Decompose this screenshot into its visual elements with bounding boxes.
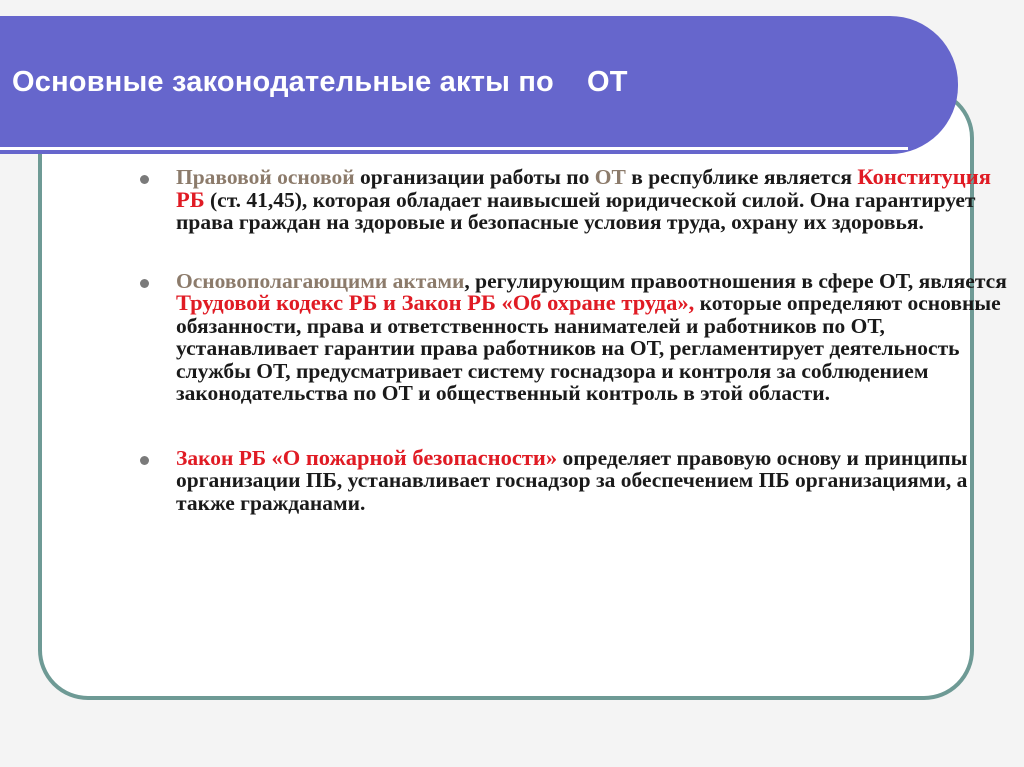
bullet-text xyxy=(176,166,996,234)
body-text: , регулирующим правоотношения в сфере ОТ, является xyxy=(464,268,1007,293)
emphasis-text: Закон РБ xyxy=(176,445,272,470)
emphasis-text: Трудовой кодекс РБ и Закон РБ «Об охране труда», xyxy=(176,290,695,315)
slide-title: Основные законодательные акты по ОТ xyxy=(12,66,628,98)
title-bar xyxy=(0,16,958,154)
bullet-dot-icon xyxy=(140,456,149,465)
body-text: (ст. 41,45), которая обладает наивысшей юридической силой. Она гарантирует права граждан на здоровые и безопасные условия труда, охрану их здоровья. xyxy=(176,187,976,234)
bullet-item-fire-safety xyxy=(140,444,1016,515)
bullet-dot-icon xyxy=(140,175,149,184)
bullet-dot-icon xyxy=(140,279,149,288)
title-underline xyxy=(0,147,908,150)
body-text: определяет правовую основу и принципы организации ПБ, устанавливает госнадзор за обеспечением ПБ организациями, а также гражданами. xyxy=(176,445,968,515)
body-text: организации работы по xyxy=(354,165,595,189)
highlight-text: Правовой основой xyxy=(176,165,355,189)
bullet-item-constitution xyxy=(140,166,996,234)
highlight-text: Основополагающими актами xyxy=(176,268,465,293)
body-text: в республике является xyxy=(625,165,858,189)
body-text: которые определяют основные обязанности, права и ответственность нанимателей и работников по ОТ, устанавливает гарантии права работников на ОТ, регламентирует деятельность службы ОТ, предусматривает систему госнадзора и контроля за соблюдением законодательства по ОТ и общественный контроль в этой области. xyxy=(176,291,1001,405)
bullet-text xyxy=(176,444,1016,515)
bullet-item-labour-code xyxy=(140,270,1024,405)
emphasis-text: Конституция РБ xyxy=(176,164,991,212)
emphasis-text: «О пожарной безопасности» xyxy=(271,444,558,470)
highlight-text: ОТ xyxy=(594,165,626,189)
bullet-text xyxy=(176,270,1024,405)
bullet-list xyxy=(140,166,1020,550)
